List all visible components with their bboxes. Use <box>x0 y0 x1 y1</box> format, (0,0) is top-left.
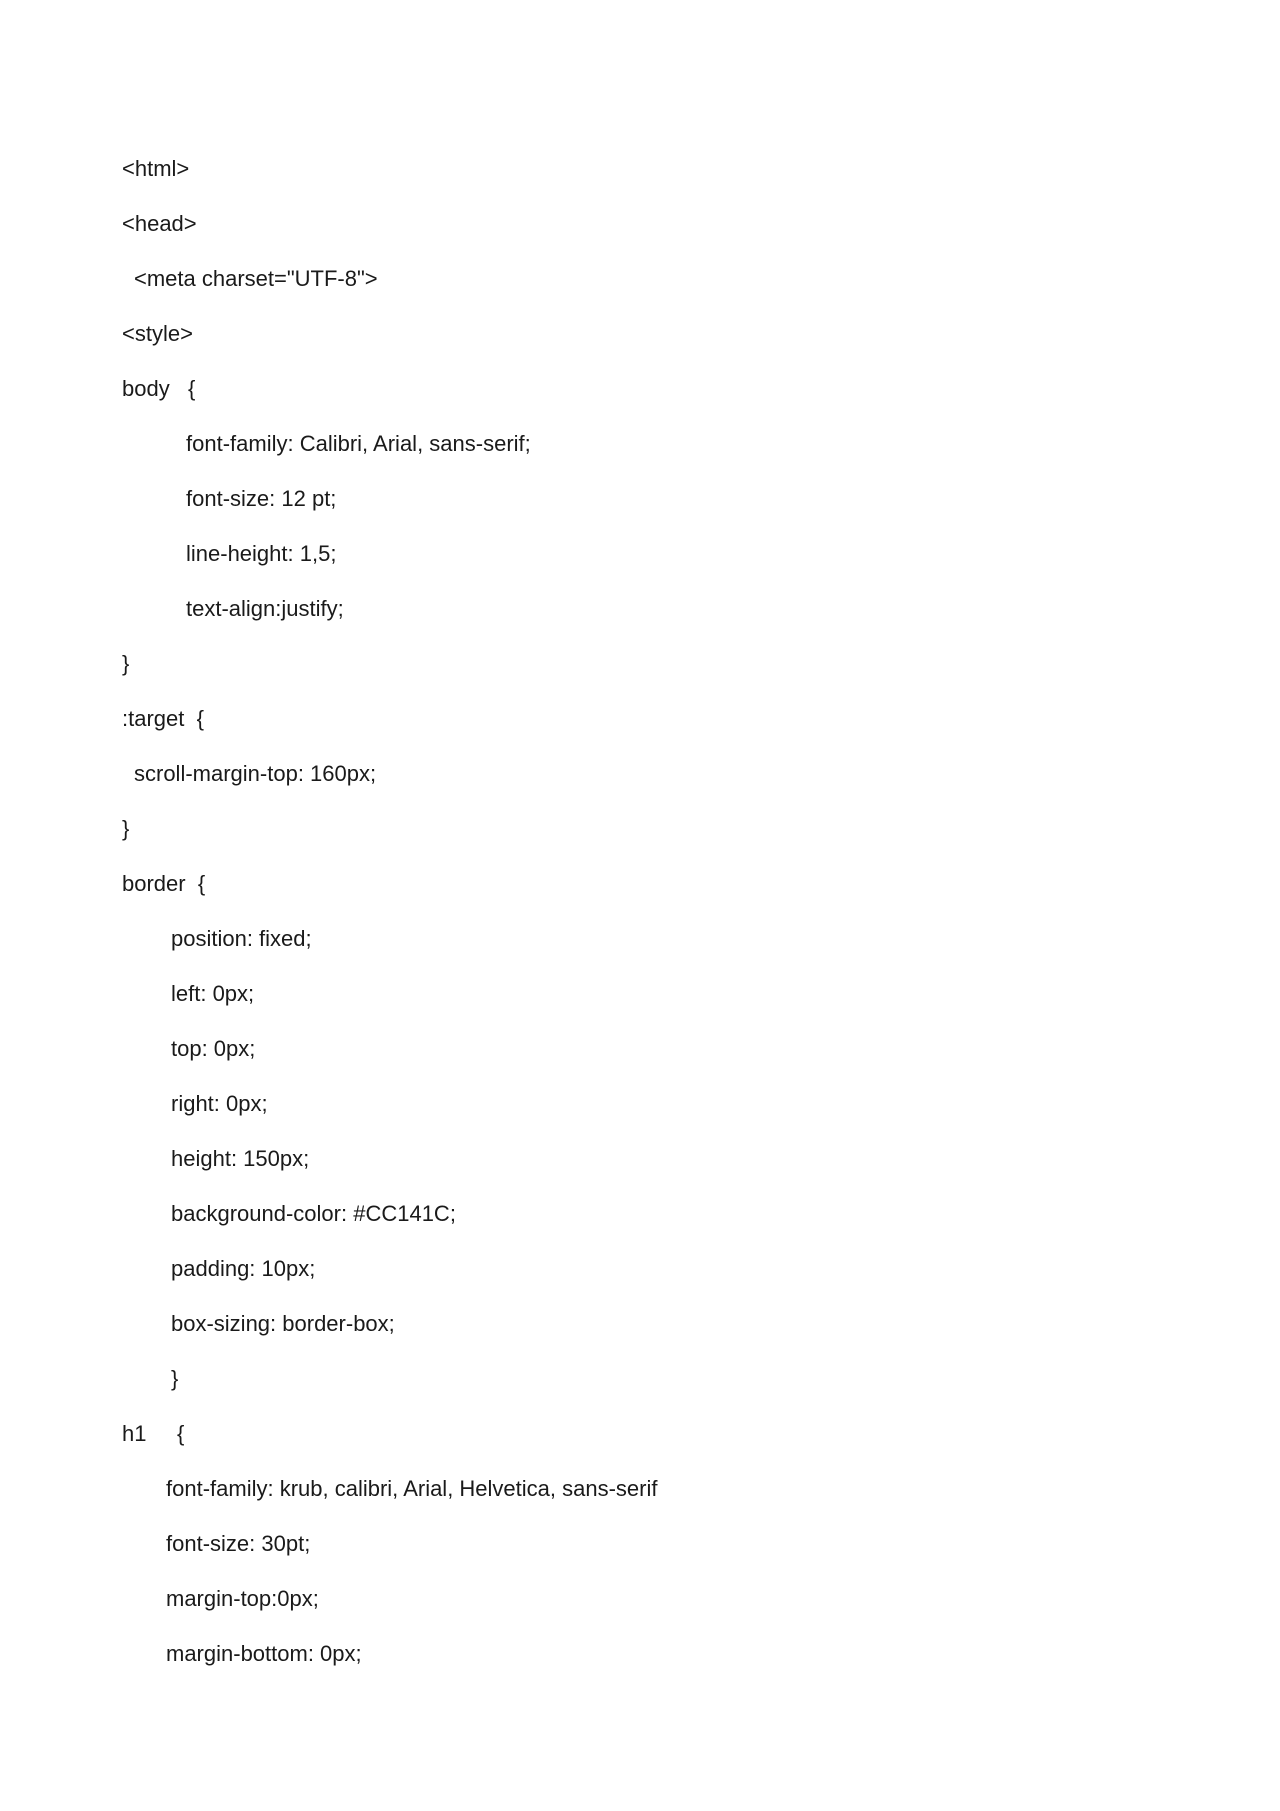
code-line-border-position: position: fixed; <box>171 926 312 951</box>
code-line-scroll-margin: scroll-margin-top: 160px; <box>134 761 377 786</box>
code-line-h1-selector: h1 { <box>122 1421 185 1446</box>
code-line-border-left: left: 0px; <box>171 981 255 1006</box>
code-line-h1-margin-top: margin-top:0px; <box>166 1586 319 1611</box>
code-line-body-font-size: font-size: 12 pt; <box>186 486 337 511</box>
code-listing <box>122 154 658 1694</box>
code-line-border-top: top: 0px; <box>171 1036 256 1061</box>
code-line-body-text-align: text-align:justify; <box>186 596 344 621</box>
code-line-body-close: } <box>122 651 130 676</box>
code-line-border-padding: padding: 10px; <box>171 1256 316 1281</box>
code-line-h1-font-family: font-family: krub, calibri, Arial, Helvetica, sans-serif <box>166 1476 658 1501</box>
code-line-border-selector: border { <box>122 871 206 896</box>
code-line-border-right: right: 0px; <box>171 1091 268 1116</box>
code-line-style-open: <style> <box>122 321 193 346</box>
code-line-body-selector: body { <box>122 376 196 401</box>
code-line-h1-font-size: font-size: 30pt; <box>166 1531 311 1556</box>
code-line-target-close: } <box>122 816 130 841</box>
code-line-body-font-family: font-family: Calibri, Arial, sans-serif; <box>186 431 531 456</box>
code-line-head-open: <head> <box>122 211 197 236</box>
code-line-border-box-sizing: box-sizing: border-box; <box>171 1311 395 1336</box>
code-line-meta-charset: <meta charset="UTF-8"> <box>134 266 378 291</box>
code-line-body-line-height: line-height: 1,5; <box>186 541 337 566</box>
code-line-border-close: } <box>171 1366 179 1391</box>
code-line-html-open: <html> <box>122 156 190 181</box>
code-line-target-selector: :target { <box>122 706 204 731</box>
code-line-border-background-color: background-color: #CC141C; <box>171 1201 456 1226</box>
code-line-h1-margin-bottom: margin-bottom: 0px; <box>166 1641 362 1666</box>
code-line-border-height: height: 150px; <box>171 1146 310 1171</box>
